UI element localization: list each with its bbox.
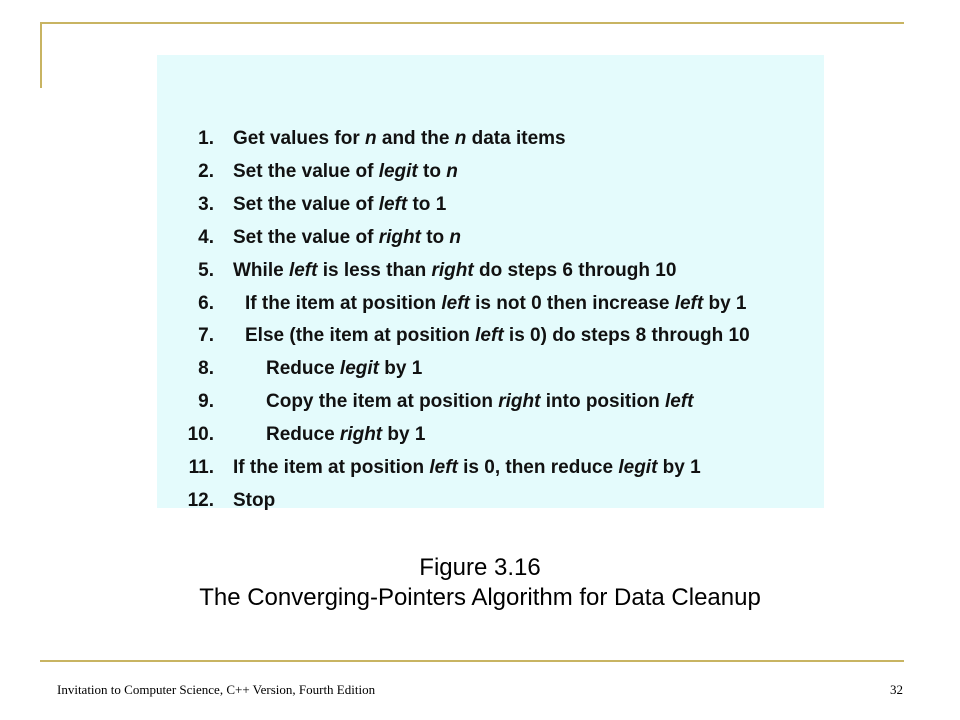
- footer-page-number: 32: [890, 682, 903, 697]
- step-variable: left: [664, 391, 694, 413]
- step-number: 12.: [187, 489, 214, 511]
- step-text-segment: Copy the item at position: [266, 391, 499, 413]
- step-number: 1.: [198, 128, 214, 149]
- algorithm-step: [157, 322, 817, 350]
- step-text: [233, 487, 275, 515]
- step-text: [266, 388, 693, 416]
- step-text-segment: is 0, then reduce: [457, 457, 619, 478]
- figure-caption: [0, 553, 960, 613]
- step-number: 4.: [198, 226, 214, 248]
- step-text-segment: do steps 6 through 10: [473, 259, 677, 281]
- step-text-segment: Stop: [233, 489, 276, 511]
- algorithm-step: [157, 454, 817, 482]
- step-variable: left: [378, 193, 408, 215]
- algorithm-step: [157, 355, 817, 383]
- step-number: 9.: [198, 391, 214, 413]
- step-text-segment: is 0) do steps 8 through 10: [503, 325, 750, 347]
- step-text: [266, 355, 422, 383]
- figure-number: Figure 3.16: [419, 554, 541, 581]
- step-variable: right: [339, 424, 383, 446]
- step-text-segment: Set the value of: [233, 226, 379, 248]
- footer-book-title: Invitation to Computer Science, C++ Version, Fourth Edition: [57, 682, 376, 697]
- step-text-segment: Else (the item at position: [245, 325, 476, 347]
- step-text-segment: by 1: [378, 358, 423, 380]
- top-rule: [40, 22, 904, 24]
- step-text-segment: Set the value of: [233, 193, 379, 215]
- algorithm-step: [157, 125, 817, 153]
- step-text-segment: by 1: [703, 292, 747, 314]
- bottom-rule: [40, 660, 904, 662]
- step-variable: left: [429, 457, 458, 478]
- algorithm-step: [157, 158, 817, 186]
- step-variable: n: [365, 128, 377, 149]
- step-number: 5.: [198, 259, 214, 281]
- step-text: [233, 158, 458, 186]
- step-variable: legit: [378, 160, 418, 182]
- algorithm-step: [157, 487, 817, 515]
- step-text: [233, 224, 461, 252]
- step-text-segment: by 1: [657, 457, 701, 478]
- step-variable: right: [378, 226, 421, 248]
- algorithm-step: [157, 191, 817, 219]
- step-variable: legit: [618, 457, 658, 478]
- algorithm-step: [157, 388, 817, 416]
- step-text-segment: and the: [376, 128, 455, 149]
- step-variable: n: [446, 160, 458, 182]
- algorithm-figure: [157, 55, 824, 511]
- step-number: 8.: [198, 358, 214, 380]
- step-text: [233, 125, 566, 153]
- step-variable: right: [431, 259, 474, 281]
- step-text-segment: Set the value of: [233, 160, 379, 182]
- step-text: [233, 454, 701, 482]
- algorithm-step: [157, 257, 817, 285]
- step-text: [266, 421, 425, 449]
- step-text: [245, 322, 750, 350]
- step-text-segment: data items: [466, 128, 566, 149]
- step-text-segment: Reduce: [266, 424, 340, 446]
- step-variable: left: [674, 292, 704, 314]
- step-text-segment: by 1: [382, 424, 426, 446]
- figure-title: The Converging-Pointers Algorithm for Data Cleanup: [199, 584, 761, 611]
- step-variable: n: [449, 226, 462, 248]
- step-text: [245, 290, 747, 318]
- step-text-segment: to: [417, 160, 447, 182]
- step-text-segment: into position: [540, 391, 665, 413]
- step-text-segment: is less than: [317, 259, 432, 281]
- algorithm-step: [157, 421, 817, 449]
- step-text-segment: is not 0 then increase: [469, 292, 675, 314]
- step-variable: left: [441, 292, 470, 314]
- step-number: 3.: [198, 193, 214, 215]
- step-text-segment: While: [233, 259, 289, 281]
- step-text: [233, 191, 446, 219]
- step-variable: legit: [339, 358, 379, 380]
- step-text-segment: to 1: [407, 193, 447, 215]
- step-variable: left: [475, 325, 504, 347]
- step-variable: right: [498, 391, 541, 413]
- step-text-segment: Reduce: [266, 358, 340, 380]
- step-number: 6.: [198, 292, 214, 314]
- algorithm-step: [157, 224, 817, 252]
- step-text-segment: to: [420, 226, 450, 248]
- left-rule: [40, 22, 42, 88]
- step-number: 7.: [198, 325, 214, 347]
- step-text-segment: If the item at position: [233, 457, 430, 478]
- step-number: 11.: [188, 457, 214, 478]
- step-variable: left: [288, 259, 318, 281]
- step-text: [233, 257, 676, 285]
- step-text-segment: Get values for: [233, 128, 365, 149]
- step-number: 10.: [187, 424, 214, 446]
- step-variable: n: [454, 128, 467, 149]
- step-text-segment: If the item at position: [245, 292, 442, 314]
- step-number: 2.: [198, 160, 214, 182]
- algorithm-step: [157, 290, 817, 318]
